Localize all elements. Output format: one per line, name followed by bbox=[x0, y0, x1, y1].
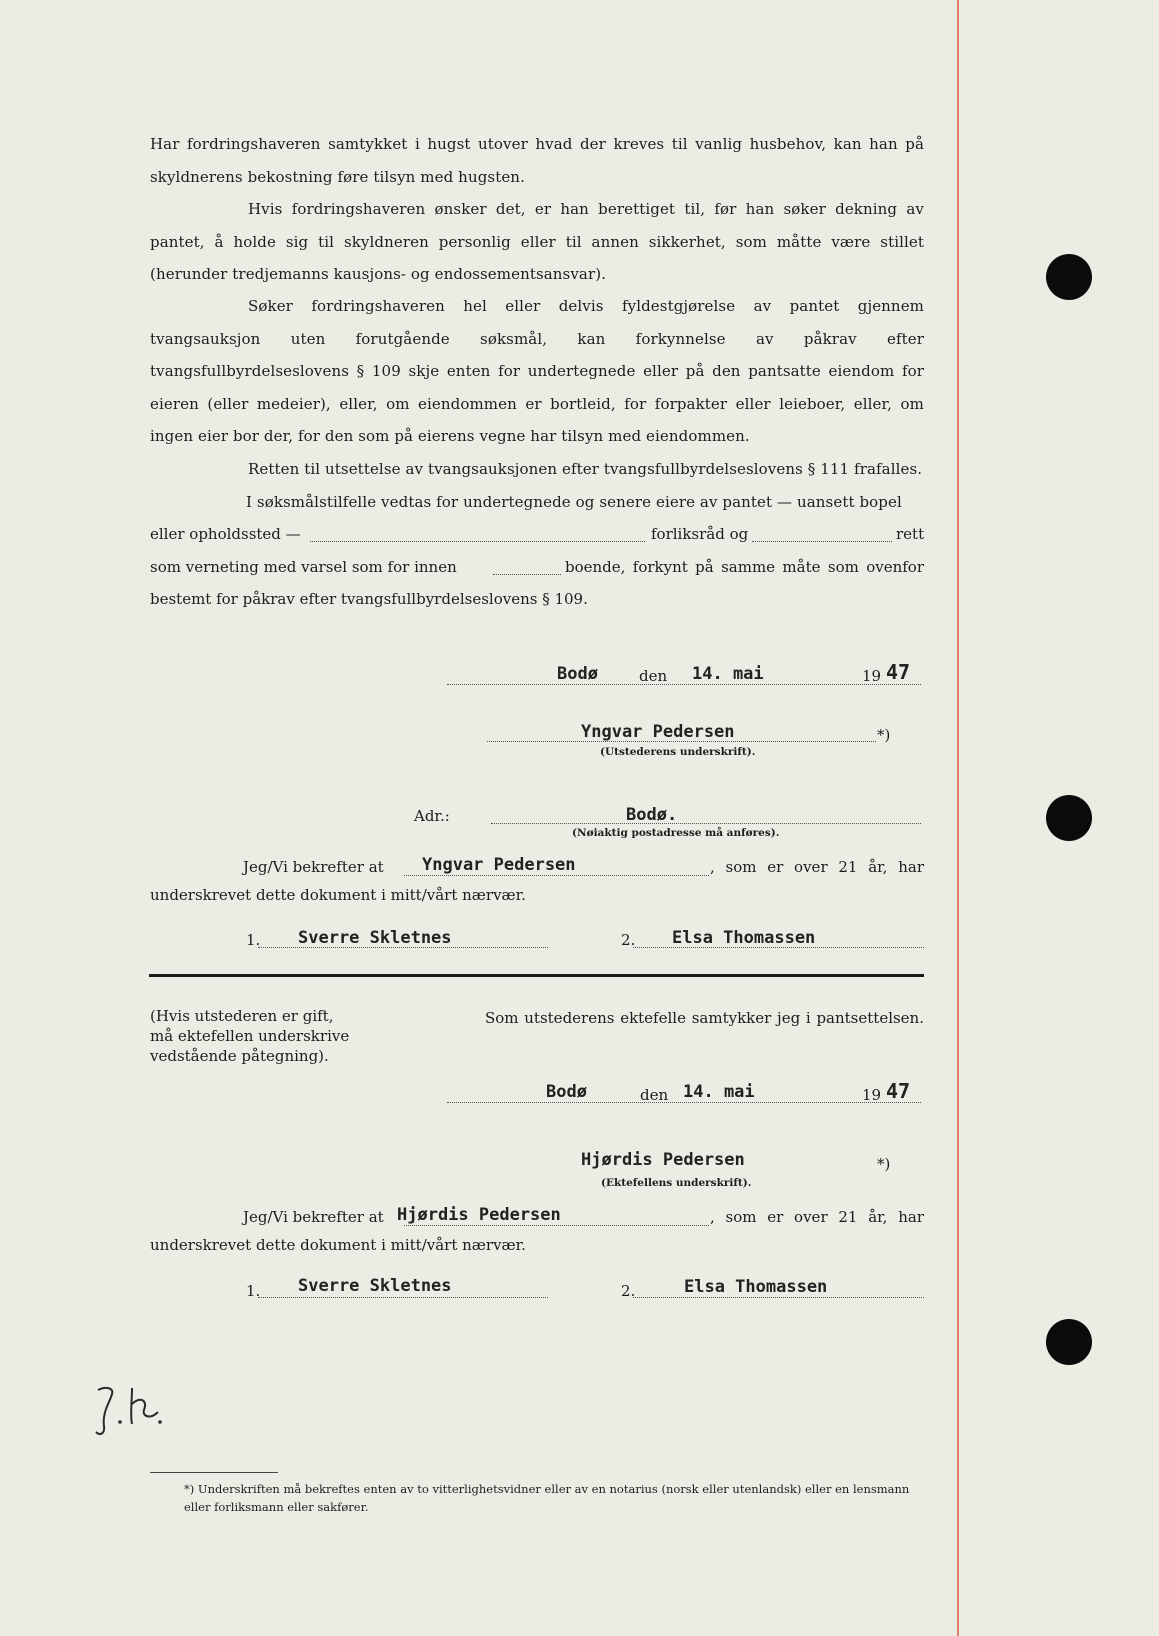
venue-line1-mid: forliksråd og bbox=[651, 525, 749, 543]
issuer-date: 14. mai bbox=[692, 664, 764, 684]
issuer-den-label: den bbox=[639, 667, 668, 685]
punch-hole-top bbox=[1046, 254, 1092, 300]
issuer-place: Bodø bbox=[557, 664, 598, 684]
spouse-witness2-label: 2. bbox=[621, 1282, 636, 1300]
paragraph-soksmal: I søksmålstilfelle vedtas for undertegnede og senere eiere av pantet — uansett bopel bbox=[246, 493, 902, 511]
issuer-year-suffix: 47 bbox=[886, 660, 911, 684]
issuer-date-dots bbox=[447, 684, 921, 685]
issuer-signature-caption: (Utstederens underskrift). bbox=[600, 746, 756, 758]
punch-hole-middle bbox=[1046, 795, 1092, 841]
venue-line3: bestemt for påkrav efter tvangsfullbyrdelseslovens § 109. bbox=[150, 590, 588, 608]
spouse-signature-mark: *) bbox=[877, 1155, 891, 1173]
issuer-witness1-label: 1. bbox=[246, 931, 261, 949]
issuer-confirm-dots bbox=[404, 875, 709, 876]
spouse-confirm-line2: underskrevet dette dokument i mitt/vårt nærvær. bbox=[150, 1236, 526, 1254]
venue-line1-end: rett bbox=[896, 525, 925, 543]
spouse-confirm-dots bbox=[404, 1225, 709, 1226]
spouse-signature: Hjørdis Pedersen bbox=[581, 1150, 745, 1170]
venue-line2-end: boende, forkynt på samme måte som ovenfor bbox=[565, 558, 924, 576]
spouse-place: Bodø bbox=[546, 1082, 587, 1102]
issuer-year-prefix: 19 bbox=[862, 667, 882, 685]
issuer-address: Bodø. bbox=[626, 805, 678, 825]
issuer-signature: Yngvar Pedersen bbox=[581, 722, 735, 742]
punch-hole-bottom bbox=[1046, 1319, 1092, 1365]
spouse-date-dots bbox=[447, 1102, 921, 1103]
issuer-confirm-name: Yngvar Pedersen bbox=[422, 855, 576, 875]
spouse-year-prefix: 19 bbox=[862, 1086, 882, 1104]
issuer-witness1: Sverre Skletnes bbox=[298, 928, 452, 948]
spouse-witness2-dots bbox=[633, 1297, 924, 1298]
venue-blank-rett bbox=[752, 541, 892, 542]
issuer-confirm-start: Jeg/Vi bekrefter at bbox=[243, 858, 384, 876]
issuer-signature-mark: *) bbox=[877, 726, 891, 744]
address-caption: (Nøiaktig postadresse må anføres). bbox=[572, 827, 780, 839]
spouse-witness1-dots bbox=[258, 1297, 548, 1298]
footnote: *) Underskriften må bekreftes enten av to vitterlighetsvidner eller av en notarius (norsk eller utenlandsk) eller en lensmann eller forliksmann eller sakfører. bbox=[184, 1482, 910, 1514]
spouse-confirm-name: Hjørdis Pedersen bbox=[397, 1205, 561, 1225]
spouse-den-label: den bbox=[640, 1086, 669, 1104]
address-dots bbox=[491, 823, 921, 824]
red-margin-line bbox=[957, 0, 959, 1636]
venue-line1-start: eller opholdssted — bbox=[150, 525, 301, 543]
venue-blank-innen bbox=[493, 574, 561, 575]
venue-line2-start: som verneting med varsel som for innen bbox=[150, 558, 457, 576]
paragraph-hugst: Har fordringshaveren samtykket i hugst utover hvad der kreves til vanlig husbehov, kan han på skyldnerens bekostning føre tilsyn med hugsten. bbox=[150, 135, 924, 186]
spouse-witness2: Elsa Thomassen bbox=[684, 1277, 828, 1297]
spouse-signature-caption: (Ektefellens underskrift). bbox=[601, 1177, 752, 1189]
spouse-consent: Som utstederens ektefelle samtykker jeg i pantsettelsen. bbox=[485, 1009, 924, 1027]
spouse-confirm-start: Jeg/Vi bekrefter at bbox=[243, 1208, 384, 1226]
paragraph-tvangsauksjon: Søker fordringshaveren hel eller delvis fyldestgjørelse av pantet gjennem tvangsauksjon uten forutgående søksmål, kan forkynnelse av påkrav efter tvangsfullbyrdelseslovens § 109 skje enten for undertegnede eller på den pantsatte eiendom for eieren (eller medeier), eller, om eiendommen er bortleid, for forpakter eller leieboer, eller, om ingen eier bor der, for den som på eierens vegne har tilsyn med eiendommen. bbox=[150, 297, 924, 445]
paragraph-personlig: Hvis fordringshaveren ønsker det, er han berettiget til, før han søker dekning av pantet, å holde sig til skyldneren personlig eller til annen sikkerhet, som måtte være stillet (herunder tredjemanns kausjons- og endossementsansvar). bbox=[150, 200, 924, 283]
spouse-witness1: Sverre Skletnes bbox=[298, 1276, 452, 1296]
spouse-date: 14. mai bbox=[683, 1082, 755, 1102]
issuer-witness2: Elsa Thomassen bbox=[672, 928, 816, 948]
issuer-confirm-end: , som er over 21 år, har bbox=[710, 858, 924, 876]
footnote-rule bbox=[150, 1472, 278, 1473]
issuer-confirm-line2: underskrevet dette dokument i mitt/vårt nærvær. bbox=[150, 886, 526, 904]
spouse-witness1-label: 1. bbox=[246, 1282, 261, 1300]
venue-blank-forliksrad bbox=[310, 541, 645, 542]
paragraph-utsettelse: Retten til utsettelse av tvangsauksjonen efter tvangsfullbyrdelseslovens § 111 frafalles. bbox=[248, 460, 923, 478]
spouse-note: (Hvis utstederen er gift, må ektefellen underskrive vedstående påtegning). bbox=[150, 1007, 350, 1065]
spouse-year-suffix: 47 bbox=[886, 1079, 911, 1103]
section-divider bbox=[149, 974, 924, 977]
spouse-confirm-end: , som er over 21 år, har bbox=[710, 1208, 924, 1226]
address-label: Adr.: bbox=[414, 807, 450, 825]
issuer-witness2-label: 2. bbox=[621, 931, 636, 949]
handwritten-initials bbox=[92, 1382, 172, 1442]
